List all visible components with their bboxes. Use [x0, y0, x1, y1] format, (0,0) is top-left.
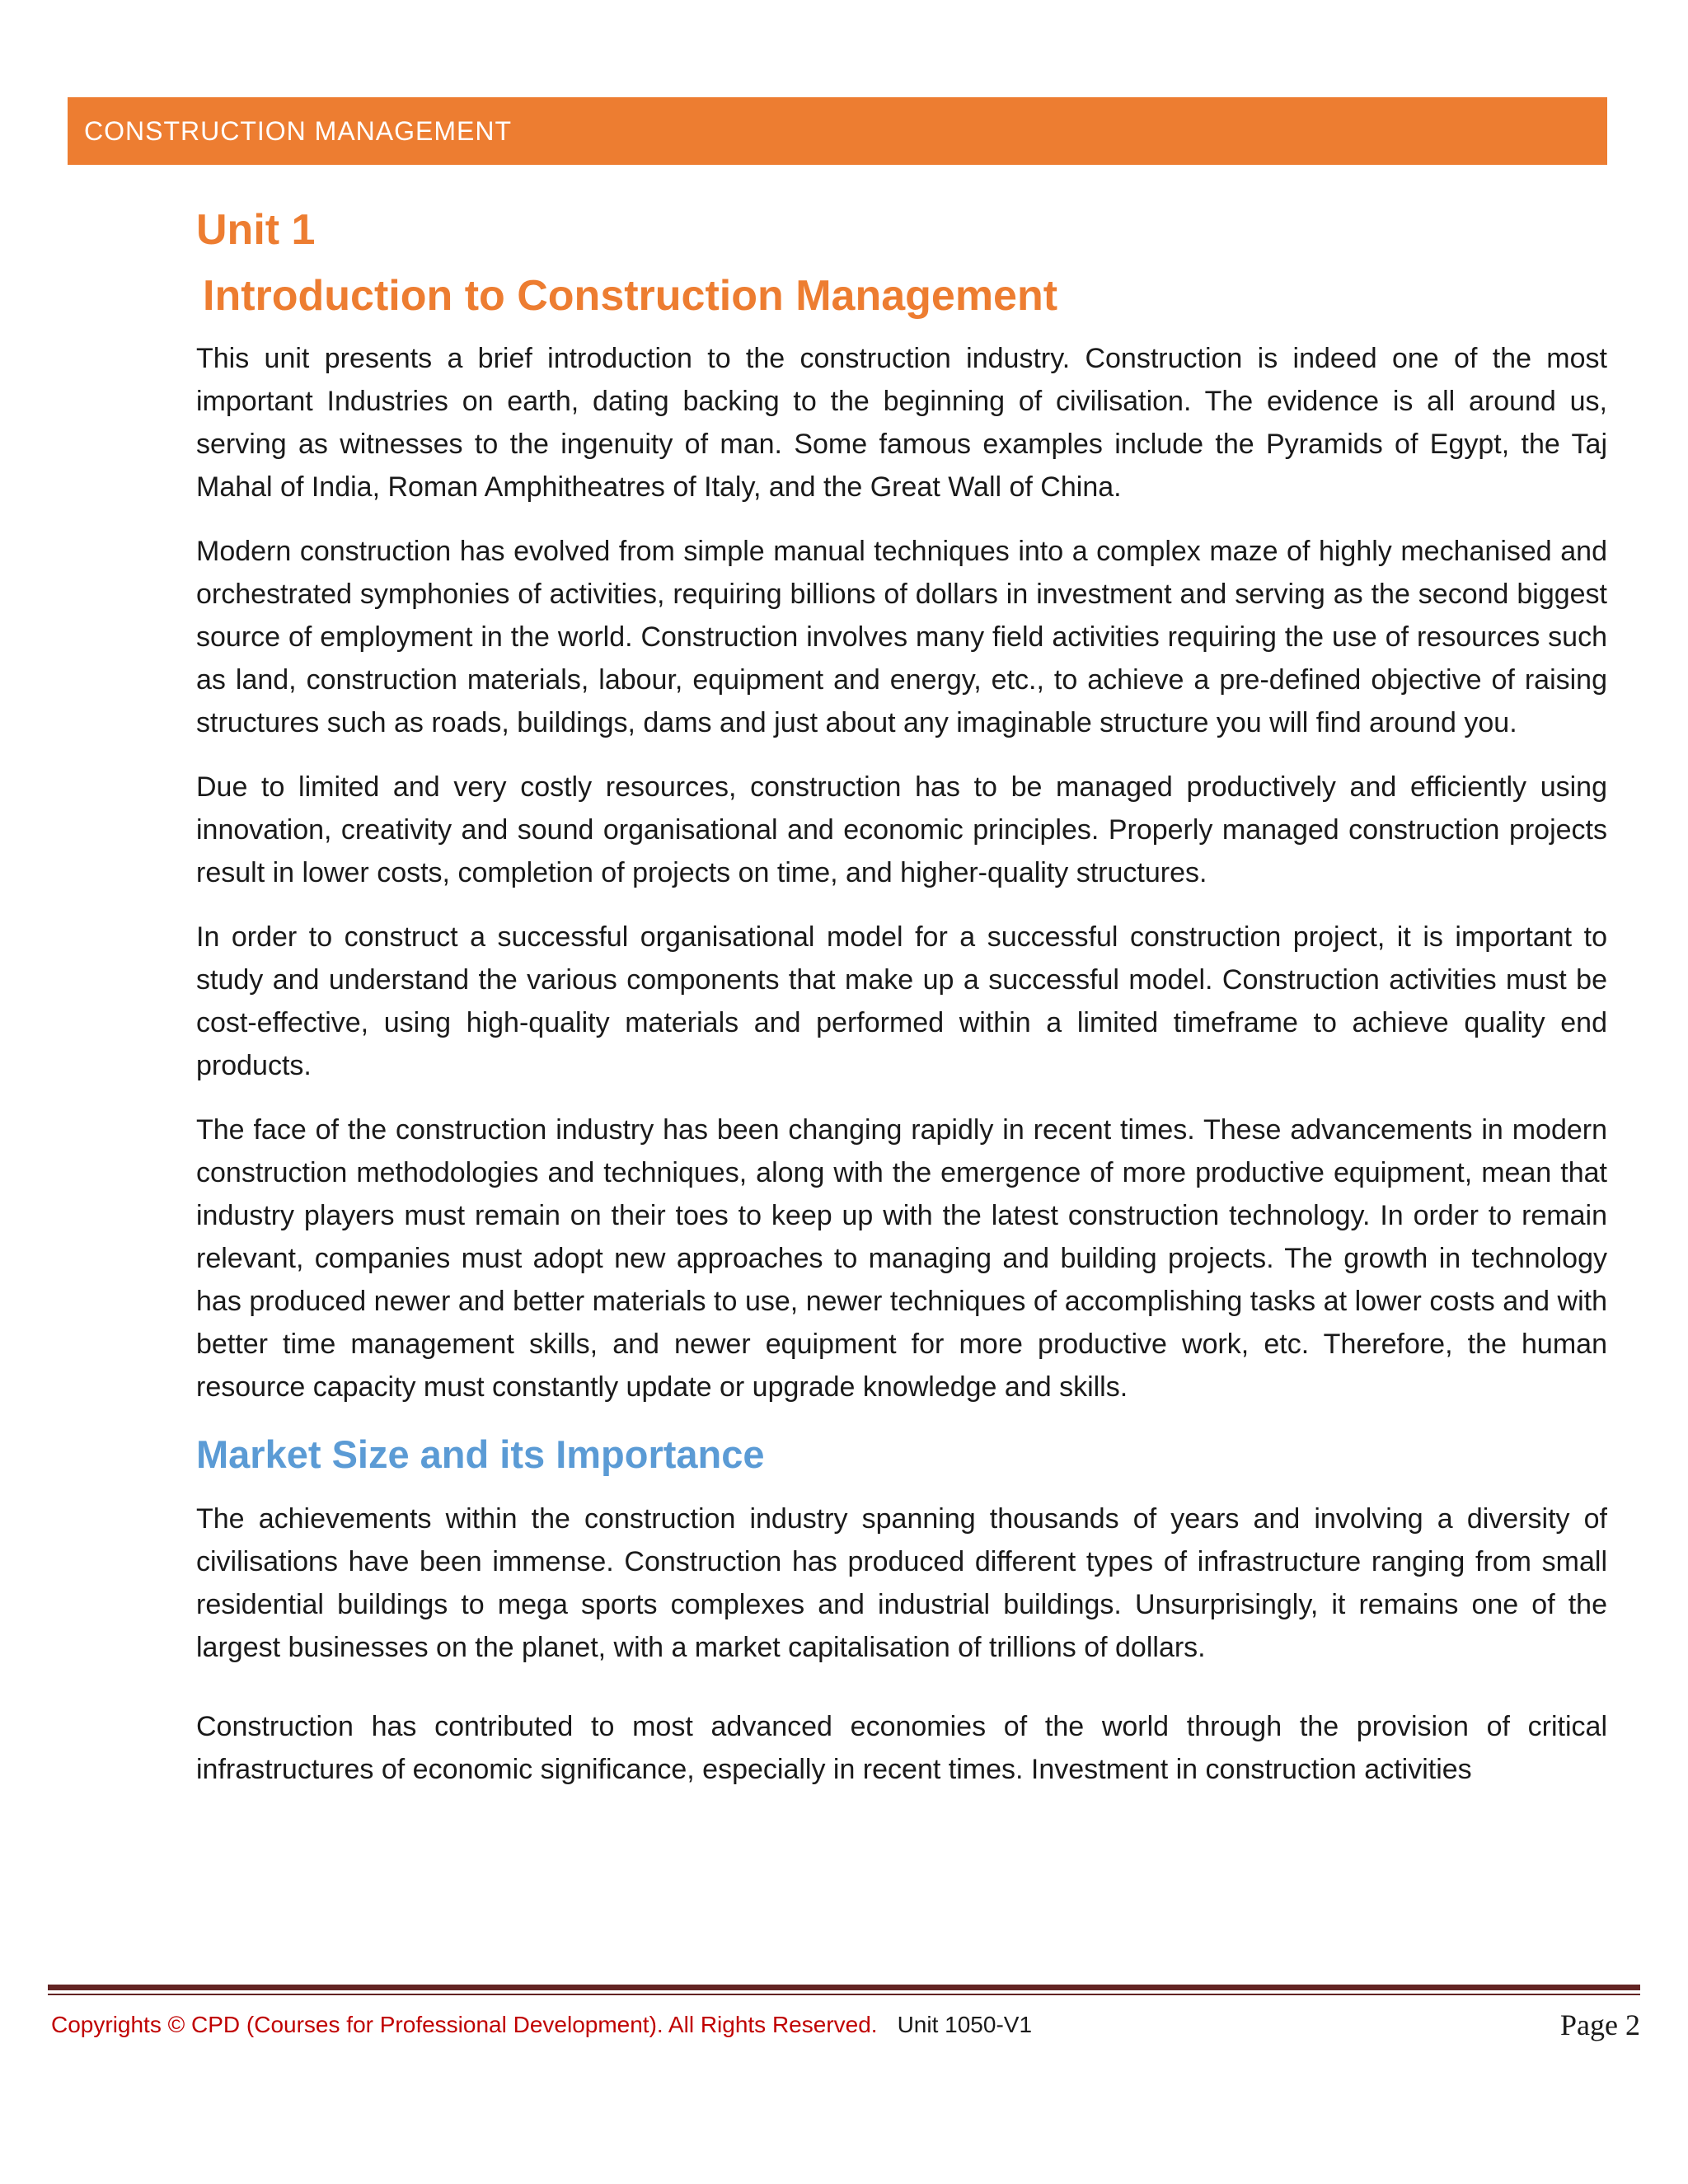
paragraph-4: In order to construct a successful organisational model for a successful construction project, it is important to study and understand the various components that make up a successful model. Construction activities must be cost-effective, using high-quality materials and performed within a limited timeframe to achieve quality end products. [196, 921, 1607, 1081]
section-title: Market Size and its Importance [196, 1432, 765, 1476]
page-footer [51, 2004, 1640, 2046]
unit-code: Unit 1050-V1 [897, 2012, 1033, 2037]
paragraph-5: The face of the construction industry has been changing rapidly in recent times. These advancements in modern construction methodologies and techniques, along with the emergence of more productive equipment, mean that industry players must remain on their toes to keep up with the latest construction technology. In order to remain relevant, companies must adopt new approaches to managing and building projects. The growth in technology has produced newer and better materials to use, newer techniques of accomplishing tasks at lower costs and with better time management skills, and newer equipment for more productive work, etc. Therefore, the human resource capacity must constantly update or upgrade knowledge and skills. [196, 1113, 1607, 1403]
section-paragraph-2: Construction has contributed to most advanced economies of the world through the provision of critical infrastructures of economic significance, especially in recent times. Investment in construction activities [196, 1711, 1607, 1786]
footer-divider-thick [48, 1985, 1640, 1990]
paragraph-1: This unit presents a brief introduction to the construction industry. Construction is indeed one of the most important Industries on earth, dating backing to the beginning of civilisation. The evidence is all around us, serving as witnesses to the ingenuity of man. Some famous examples include the Pyramids of Egypt, the Taj Mahal of India, Roman Amphitheatres of Italy, and the Great Wall of China. [196, 342, 1607, 503]
section-paragraph-1: The achievements within the construction industry spanning thousands of years and involving a diversity of civilisations have been immense. Construction has produced different types of infrastructure ranging from small residential buildings to mega sports complexes and industrial buildings. Unsurprisingly, it remains one of the largest businesses on the planet, with a market capitalisation of trillions of dollars. [196, 1503, 1607, 1664]
running-header [68, 97, 1607, 165]
footer-divider [48, 1985, 1640, 1996]
unit-title: Unit 1 [196, 206, 316, 254]
paragraph-3: Due to limited and very costly resources, construction has to be managed productively and efficiently using innovation, creativity and sound organisational and economic principles. Properly managed construction projects result in lower costs, completion of projects on time, and higher-quality structures. [196, 771, 1607, 888]
header-title: CONSTRUCTION MANAGEMENT [84, 115, 512, 146]
page-number: Page 2 [1560, 2008, 1640, 2041]
copyright-notice: Copyrights © CPD (Courses for Professional Development). All Rights Reserved. [51, 2012, 878, 2037]
paragraph-2: Modern construction has evolved from simple manual techniques into a complex maze of highly mechanised and orchestrated symphonies of activities, requiring billions of dollars in investment and serving as the second biggest source of employment in the world. Construction involves many field activities requiring the use of resources such as land, construction materials, labour, equipment and energy, etc., to achieve a pre-defined objective of raising structures such as roads, buildings, dams and just about any imaginable structure you will find around you. [196, 535, 1607, 738]
page-content [196, 196, 1607, 1812]
chapter-title: Introduction to Construction Management [203, 272, 1058, 321]
footer-divider-thin [48, 1994, 1640, 1995]
